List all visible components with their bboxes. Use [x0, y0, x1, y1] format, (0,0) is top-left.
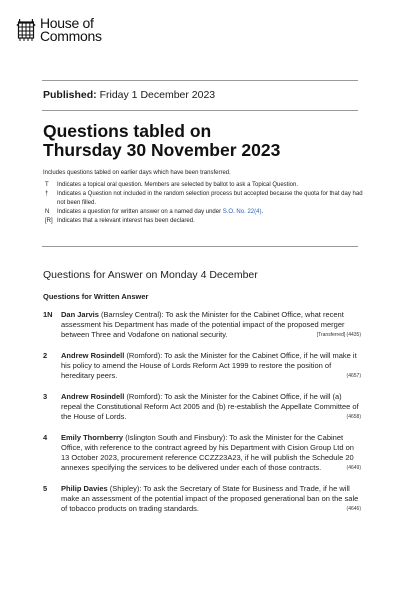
member-name: Dan Jarvis	[61, 310, 99, 319]
title-line-1: Questions tabled on	[43, 121, 212, 141]
question-reference: (4646)	[346, 506, 361, 512]
question-number: 5	[43, 484, 48, 493]
constituency: (Romford):	[126, 351, 163, 360]
section-heading: Questions for Answer on Monday 4 December	[43, 269, 258, 281]
question-text: To ask the Minister for the Cabinet Office, if he will (a) repeal the Constitutional Reform Act 2005 and (b) re-establish the Appellate Committee of the House of Lords.	[61, 392, 359, 421]
question-item	[43, 484, 361, 514]
question-text: To ask the Minister for the Cabinet Office, if he will make it his policy to amend the House of Lords Reform Act 1999 to restore the position of hereditary peers.	[61, 351, 357, 380]
legend-text: Indicates that a relevant interest has been declared.	[57, 218, 195, 224]
divider	[42, 80, 358, 81]
title-line-2: Thursday 30 November 2023	[43, 140, 281, 160]
question-reference: (4657)	[346, 373, 361, 379]
house-of-commons-logo	[16, 17, 102, 43]
published-label: Published:	[43, 89, 97, 101]
logo-line-2: Commons	[40, 28, 102, 44]
constituency: (Romford):	[126, 392, 163, 401]
member-name: Andrew Rosindell	[61, 351, 125, 360]
question-number: 1N	[43, 310, 53, 319]
legend-item	[43, 217, 363, 226]
portcullis-icon	[16, 17, 36, 43]
legend-intro: Includes questions tabled on earlier days which have been transferred.	[43, 170, 231, 176]
question-number: 2	[43, 351, 48, 360]
legend-item	[43, 181, 363, 190]
legend-text: Indicates a Question not included in the random selection process but accepted because the quota for that day had not been filled.	[57, 191, 363, 206]
published-date: Friday 1 December 2023	[99, 89, 216, 101]
legend-text: Indicates a topical oral question. Members are selected by ballot to ask a Topical Question.	[57, 182, 299, 188]
member-name: Emily Thornberry	[61, 433, 124, 442]
legend-text: Indicates a question for written answer on a named day under	[57, 209, 223, 215]
question-item	[43, 433, 361, 473]
question-item	[43, 351, 361, 381]
standing-order-link[interactable]: S.O. No. 22(4)	[222, 209, 262, 215]
legend-item	[43, 190, 363, 208]
legend-symbol: †	[45, 191, 49, 197]
divider	[42, 246, 358, 247]
question-item	[43, 310, 361, 340]
question-number: 4	[43, 433, 48, 442]
page-title	[43, 122, 280, 160]
question-reference: (4649)	[346, 465, 361, 471]
published-line	[43, 89, 215, 101]
legend	[43, 181, 363, 226]
legend-item	[43, 208, 363, 217]
question-text: To ask the Minister for the Cabinet Office, what recent assessment his Department has made of the potential impact of the proposed merger between Three and Vodafone on national security.	[61, 310, 345, 339]
question-item	[43, 392, 361, 422]
constituency: (Shipley):	[109, 484, 142, 493]
question-reference: [Transferred] (4435)	[316, 332, 361, 338]
member-name: Andrew Rosindell	[61, 392, 125, 401]
legend-symbol: N	[45, 209, 50, 215]
questions-list	[43, 310, 361, 525]
member-name: Philip Davies	[61, 484, 108, 493]
constituency: (Islington South and Finsbury):	[125, 433, 228, 442]
sub-heading: Questions for Written Answer	[43, 292, 149, 301]
question-text: To ask the Minister for the Cabinet Office, with reference to the contract agreed by his Department with Cision Group Ltd on 13 October 2023, procurement reference CCZZ23A23, if he will publish the Schedule 20 annexes specifying the services to be delivered under each of those contracts.	[61, 433, 354, 472]
divider	[42, 110, 358, 111]
logo-line-1: House of	[40, 15, 94, 31]
question-reference: (4658)	[346, 414, 361, 420]
question-text: To ask the Secretary of State for Business and Trade, if he will make an assessment of the potential impact of the proposed generational ban on the sale of tobacco products on trading standards.	[61, 484, 359, 513]
legend-symbol: T	[45, 182, 49, 188]
legend-text-end: .	[261, 209, 264, 215]
constituency: (Barnsley Central):	[101, 310, 164, 319]
question-number: 3	[43, 392, 48, 401]
legend-symbol: [R]	[45, 218, 53, 224]
